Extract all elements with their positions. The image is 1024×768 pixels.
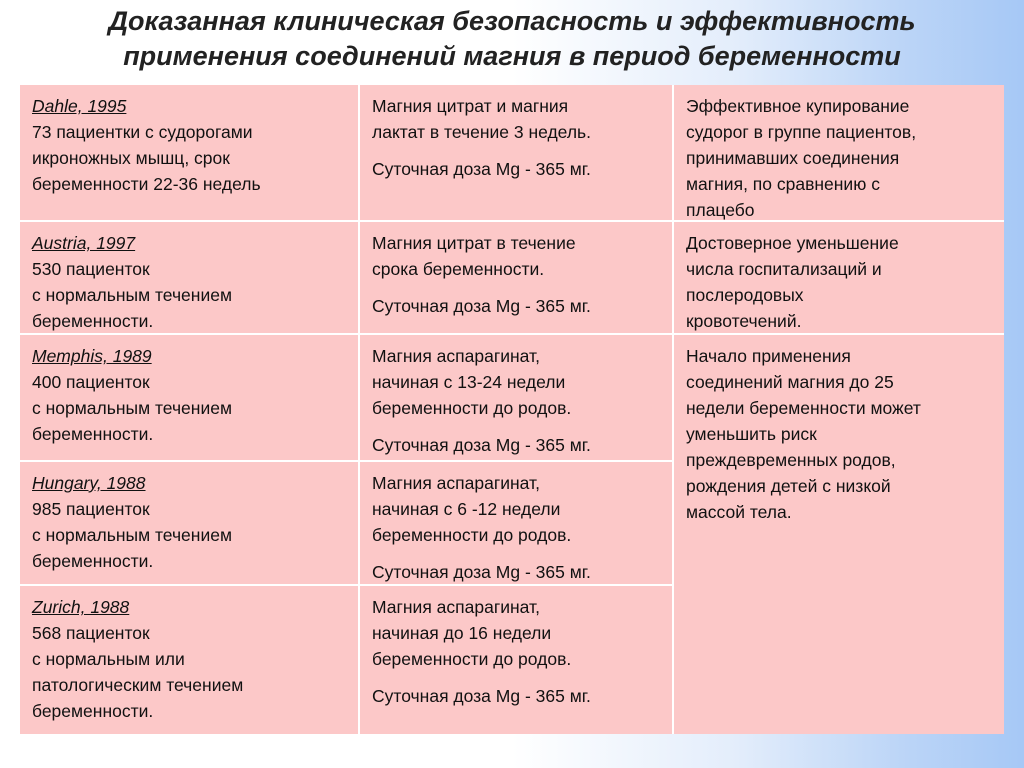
regimen-cell-austria xyxy=(360,222,674,335)
regimen-line: срока беременности. xyxy=(372,259,545,279)
regimen-cell-hungary xyxy=(360,462,674,586)
population-line: с нормальным течением xyxy=(32,285,232,305)
population-line: с нормальным или xyxy=(32,649,185,669)
regimen-cell-dahle xyxy=(360,85,674,222)
slide-title xyxy=(0,4,1024,74)
result-line: недели беременности может xyxy=(686,398,921,418)
regimen-line: начиная с 13-24 недели xyxy=(372,372,566,392)
daily-dose: Суточная доза Mg - 365 мг. xyxy=(372,686,591,706)
result-cell-austria xyxy=(674,222,1004,335)
population-line: 985 пациенток xyxy=(32,499,150,519)
study-title: Hungary, 1988 xyxy=(32,473,146,493)
regimen-cell-memphis xyxy=(360,335,674,462)
study-title: Dahle, 1995 xyxy=(32,96,127,116)
regimen-line: Магния аспарагинат, xyxy=(372,346,540,366)
study-title: Memphis, 1989 xyxy=(32,346,152,366)
regimen-line: начиная до 16 недели xyxy=(372,623,552,643)
result-line: числа госпитализаций и xyxy=(686,259,882,279)
regimen-line: беременности до родов. xyxy=(372,398,572,418)
result-line: уменьшить риск xyxy=(686,424,817,444)
regimen-line: лактат в течение 3 недель. xyxy=(372,122,592,142)
study-cell-austria xyxy=(20,222,360,335)
population-line: патологическим течением xyxy=(32,675,244,695)
population-line: 73 пациентки с судорогами xyxy=(32,122,253,142)
slide-title-line-2: применения соединений магния в период беременности xyxy=(123,41,901,71)
study-cell-memphis xyxy=(20,335,360,462)
result-line: Начало применения xyxy=(686,346,851,366)
result-line: Достоверное уменьшение xyxy=(686,233,899,253)
population-line: беременности. xyxy=(32,701,154,721)
study-title: Austria, 1997 xyxy=(32,233,136,253)
result-line: плацебо xyxy=(686,200,755,220)
daily-dose: Суточная доза Mg - 365 мг. xyxy=(372,159,591,179)
result-line: принимавших соединения xyxy=(686,148,900,168)
studies-table xyxy=(20,85,1004,734)
daily-dose: Суточная доза Mg - 365 мг. xyxy=(372,296,591,316)
shared-result-cell xyxy=(674,335,1004,734)
study-cell-dahle xyxy=(20,85,360,222)
daily-dose: Суточная доза Mg - 365 мг. xyxy=(372,435,591,455)
population-line: 568 пациенток xyxy=(32,623,150,643)
result-line: магния, по сравнению с xyxy=(686,174,880,194)
study-title: Zurich, 1988 xyxy=(32,597,130,617)
population-line: беременности 22-36 недель xyxy=(32,174,261,194)
daily-dose: Суточная доза Mg - 365 мг. xyxy=(372,562,591,582)
population-line: беременности. xyxy=(32,311,154,331)
study-cell-hungary xyxy=(20,462,360,586)
study-cell-zurich xyxy=(20,586,360,734)
regimen-line: беременности до родов. xyxy=(372,649,572,669)
population-line: беременности. xyxy=(32,551,154,571)
population-line: с нормальным течением xyxy=(32,525,232,545)
result-cell-dahle xyxy=(674,85,1004,222)
result-line: судорог в группе пациентов, xyxy=(686,122,917,142)
result-line: Эффективное купирование xyxy=(686,96,910,116)
regimen-cell-zurich xyxy=(360,586,674,734)
regimen-line: Магния цитрат и магния xyxy=(372,96,569,116)
population-line: 530 пациенток xyxy=(32,259,150,279)
population-line: беременности. xyxy=(32,424,154,444)
result-line: послеродовых xyxy=(686,285,804,305)
result-line: массой тела. xyxy=(686,502,792,522)
population-line: с нормальным течением xyxy=(32,398,232,418)
regimen-line: Магния цитрат в течение xyxy=(372,233,576,253)
regimen-line: Магния аспарагинат, xyxy=(372,473,540,493)
slide-title-line-1: Доказанная клиническая безопасность и эффективность xyxy=(108,6,916,36)
regimen-line: беременности до родов. xyxy=(372,525,572,545)
result-line: соединений магния до 25 xyxy=(686,372,894,392)
population-line: 400 пациенток xyxy=(32,372,150,392)
regimen-line: начиная с 6 -12 недели xyxy=(372,499,561,519)
result-line: рождения детей с низкой xyxy=(686,476,891,496)
result-line: кровотечений. xyxy=(686,311,802,331)
population-line: икроножных мышц, срок xyxy=(32,148,230,168)
result-line: преждевременных родов, xyxy=(686,450,896,470)
regimen-line: Магния аспарагинат, xyxy=(372,597,540,617)
